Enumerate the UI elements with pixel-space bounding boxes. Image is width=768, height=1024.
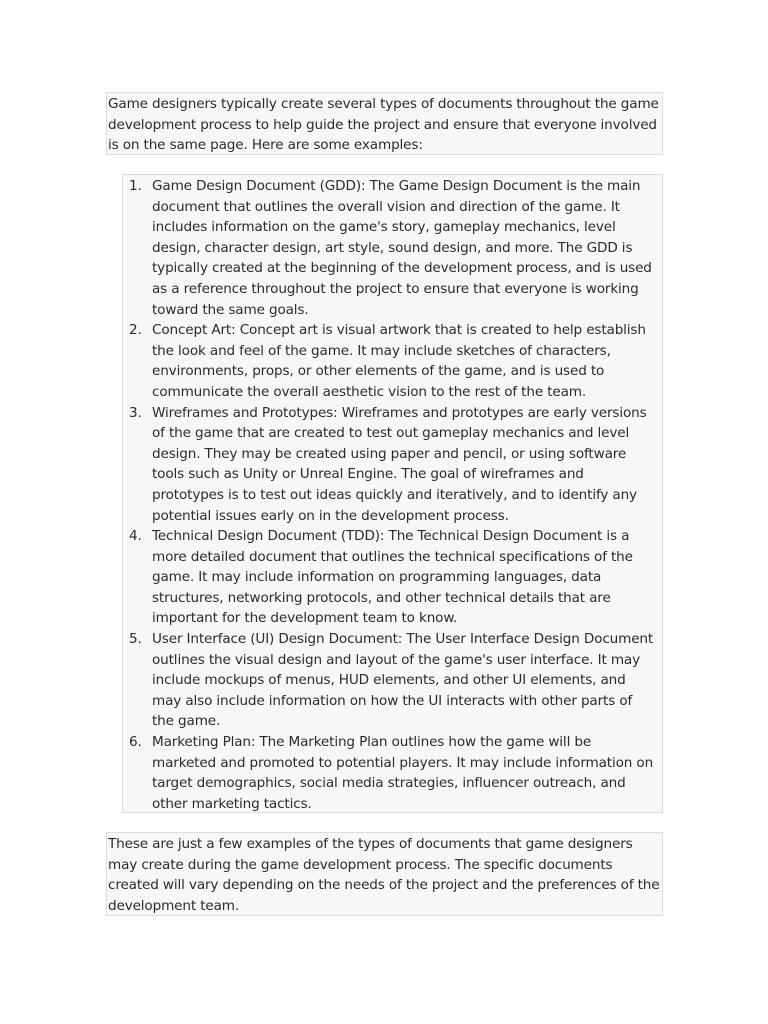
list-item-number: 5. xyxy=(129,631,142,648)
intro-paragraph: Game designers typically create several types of documents throughout the game development process to help guide the project and ensure that everyone involved is on the same page. Here are some examples: xyxy=(108,96,659,154)
list-item-text: Marketing Plan: The Marketing Plan outlines how the game will be marketed and promoted to potential players. It may include information on target demographics, social media strategies, influencer outreach, and other marketing tactics. xyxy=(152,734,654,812)
list-item-wireframes xyxy=(123,403,658,527)
list-item-number: 2. xyxy=(129,322,142,339)
outro-paragraph: These are just a few examples of the types of documents that game designers may create during the game development process. The specific documents created will vary depending on the needs of the project and the preferences of the development team. xyxy=(108,836,660,914)
list-item-number: 4. xyxy=(129,528,142,545)
list-item-ui-design xyxy=(123,629,658,732)
list-item-number: 3. xyxy=(129,404,142,421)
list-item-text: Concept Art: Concept art is visual artwork that is created to help establish the look and feel of the game. It may include sketches of characters, environments, props, or other elements of the game, and is used to communicate the overall aesthetic vision to the rest of the team. xyxy=(152,322,646,400)
list-item-text: Technical Design Document (TDD): The Technical Design Document is a more detailed document that outlines the technical specifications of the game. It may include information on programming languages, data structures, networking protocols, and other technical details that are important for the development team to know. xyxy=(152,528,633,627)
document-types-list xyxy=(123,176,658,814)
list-item-number: 1. xyxy=(129,178,142,194)
list-item-text: User Interface (UI) Design Document: The User Interface Design Document outlines the visual design and layout of the game's user interface. It may include mockups of menus, HUD elements, and other UI elements, and may also include information on how the UI interacts with other parts of the game. xyxy=(152,631,654,730)
list-item-concept-art xyxy=(123,320,658,402)
list-item-gdd xyxy=(123,176,658,320)
list-item-text: Wireframes and Prototypes: Wireframes and prototypes are early versions of the game that are created to test out gameplay mechanics and level design. They may be created using paper and pencil, or using software tools such as Unity or Unreal Engine. The goal of wireframes and prototypes is to test out ideas quickly and iteratively, and to identify any potential issues early on in the development process. xyxy=(152,404,647,524)
outro-paragraph-box xyxy=(106,832,663,916)
list-item-number: 6. xyxy=(129,734,142,751)
list-item-text: Game Design Document (GDD): The Game Design Document is the main document that outlines the overall vision and direction of the game. It includes information on the game's story, gameplay mechanics, level design, character design, art style, sound design, and more. The GDD is typically created at the beginning of the development process, and is used as a reference throughout the project to ensure that everyone is working toward the same goals. xyxy=(152,178,652,318)
intro-paragraph-box xyxy=(106,92,663,155)
list-item-tdd xyxy=(123,526,658,629)
document-types-list-box xyxy=(122,174,663,813)
list-item-marketing xyxy=(123,732,658,814)
